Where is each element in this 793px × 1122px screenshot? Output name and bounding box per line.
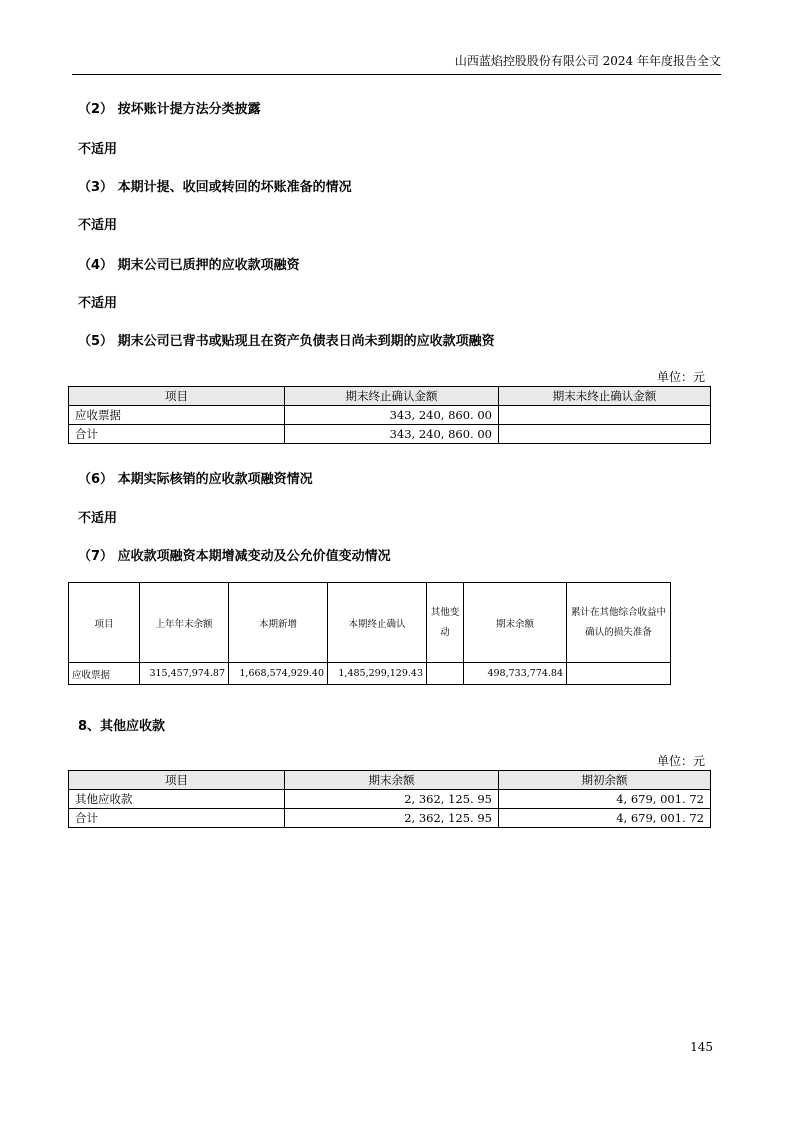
table-header: 本期终止确认 [328,583,427,663]
table-row [69,406,711,425]
page-number: 145 [690,1040,713,1054]
table-header: 期末余额 [464,583,567,663]
table-cell: 合计 [69,425,285,444]
section-5-heading: （5） 期末公司已背书或贴现且在资产负债表日尚未到期的应收款项融资 [78,334,495,349]
table-header-row [69,583,671,663]
table-header: 项目 [69,583,140,663]
table-cell: 1,485,299,129.43 [328,663,427,685]
table-cell: 498,733,774.84 [464,663,567,685]
table-cell [499,406,711,425]
table-header: 期末未终止确认金额 [499,387,711,406]
table-cell: 4, 679, 001. 72 [499,790,711,809]
table-cell: 2, 362, 125. 95 [285,790,499,809]
table-header: 项目 [69,771,285,790]
table-cell: 其他应收款 [69,790,285,809]
table-header: 其他变动 [427,583,464,663]
table-cell: 2, 362, 125. 95 [285,809,499,828]
table5 [68,386,711,444]
table-header-row [69,771,711,790]
table-row [69,809,711,828]
table-header: 累计在其他综合收益中确认的损失准备 [567,583,671,663]
section-4-heading: （4） 期末公司已质押的应收款项融资 [78,258,300,273]
table-cell: 应收票据 [69,406,285,425]
table-header: 项目 [69,387,285,406]
table-header-row [69,387,711,406]
table-cell [499,425,711,444]
table-cell: 343, 240, 860. 00 [285,425,499,444]
section-3-body: 不适用 [78,218,118,233]
section-2-heading: （2） 按坏账计提方法分类披露 [78,102,261,117]
page-header: 山西蓝焰控股股份有限公司 2024 年年度报告全文 [72,52,721,75]
table8-unit: 单位：元 [656,754,705,768]
table-cell [567,663,671,685]
table8 [68,770,711,828]
table-header: 期末余额 [285,771,499,790]
table-row [69,663,671,685]
section-6-body: 不适用 [78,511,118,526]
table-header: 上年年末余额 [140,583,229,663]
table-cell: 343, 240, 860. 00 [285,406,499,425]
section-2-body: 不适用 [78,142,118,157]
table-row [69,790,711,809]
table-row [69,425,711,444]
section-4-body: 不适用 [78,296,118,311]
table-header: 本期新增 [229,583,328,663]
table-cell [427,663,464,685]
table7 [68,582,671,685]
section-7-heading: （7） 应收款项融资本期增减变动及公允价值变动情况 [78,549,391,564]
section-8-heading: 8、其他应收款 [78,719,166,734]
table5-unit: 单位：元 [656,370,705,384]
table-cell: 4, 679, 001. 72 [499,809,711,828]
table-header: 期初余额 [499,771,711,790]
table-cell: 应收票据 [69,663,140,685]
table-cell: 1,668,574,929.40 [229,663,328,685]
section-3-heading: （3） 本期计提、收回或转回的坏账准备的情况 [78,180,352,195]
table-cell: 315,457,974.87 [140,663,229,685]
section-6-heading: （6） 本期实际核销的应收款项融资情况 [78,472,313,487]
table-cell: 合计 [69,809,285,828]
table-header: 期末终止确认金额 [285,387,499,406]
